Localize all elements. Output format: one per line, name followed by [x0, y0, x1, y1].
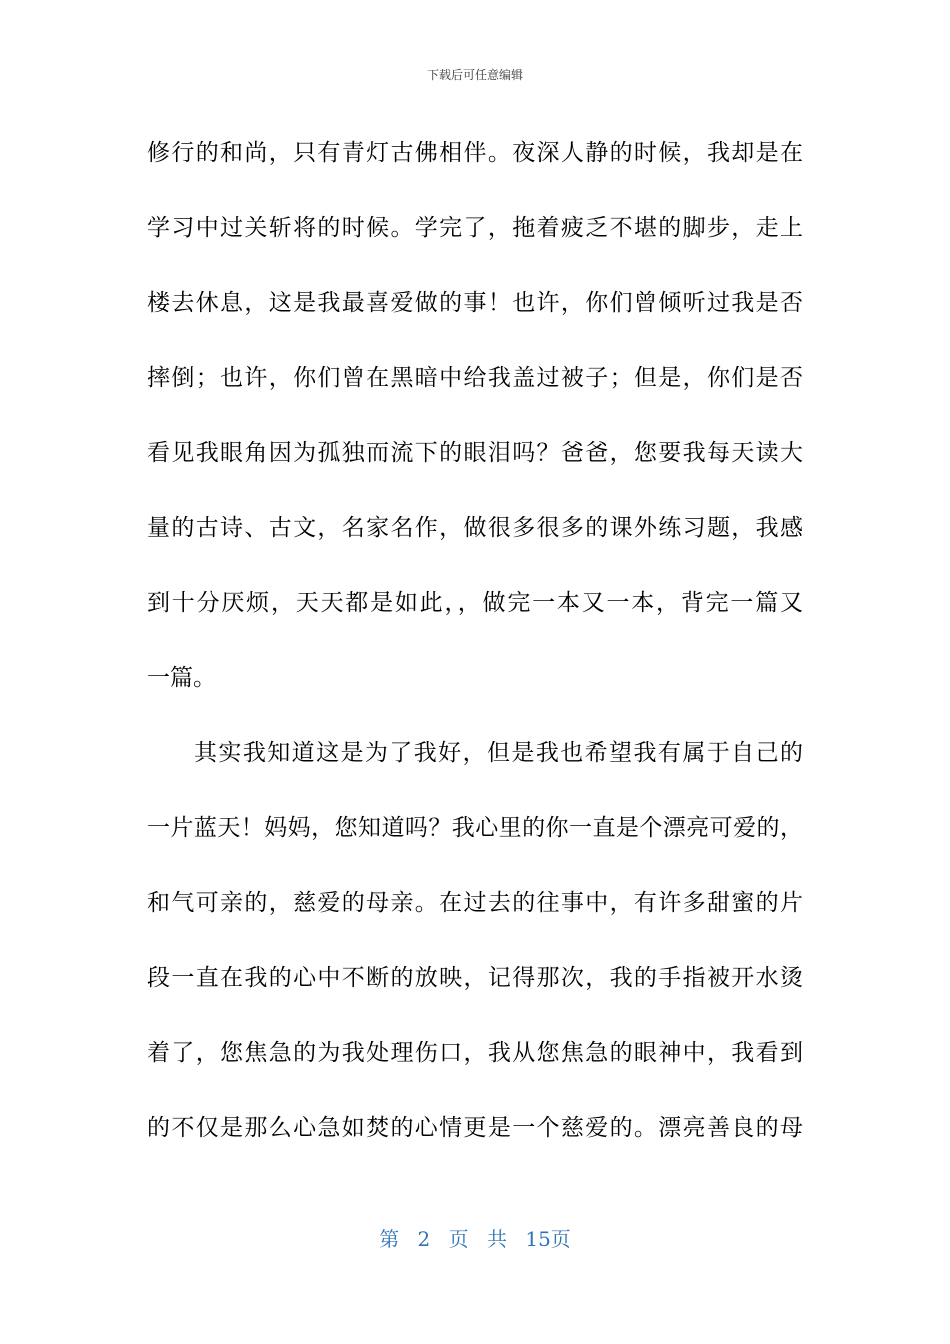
text-line-3: 楼去休息，这是我最喜爱做的事！也许，你们曾倾听过我是否	[147, 290, 803, 316]
text-line-1: 修行的和尚，只有青灯古佛相伴。夜深人静的时候，我却是在	[147, 140, 803, 166]
page-header	[0, 67, 950, 83]
text-line-14: 的不仅是那么心急如焚的心情更是一个慈爱的。漂亮善良的母	[147, 1115, 803, 1141]
text-line-12: 段一直在我的心中不断的放映，记得那次，我的手指被开水烫	[147, 965, 803, 991]
footer-label-page-unit: 页	[448, 1227, 469, 1251]
text-line-4: 摔倒；也许，你们曾在黑暗中给我盖过被子；但是，你们是否	[147, 365, 803, 391]
text-line-2: 学习中过关斩将的时候。学完了，拖着疲乏不堪的脚步，走上	[147, 215, 803, 241]
text-line-6: 量的古诗、古文，名家名作，做很多很多的课外练习题，我感	[147, 515, 803, 541]
footer-label-page: 第	[379, 1227, 400, 1251]
text-line-13: 着了，您焦急的为我处理伤口，我从您焦急的眼神中，我看到	[147, 1040, 803, 1066]
text-line-11: 和气可亲的，慈爱的母亲。在过去的往事中，有许多甜蜜的片	[147, 890, 803, 916]
footer-label-total: 共	[487, 1227, 507, 1251]
page-footer	[0, 1226, 950, 1252]
text-line-7: 到十分厌烦，天天都是如此，，做完一本又一本，背完一篇又	[147, 590, 803, 616]
footer-current-page: 2	[417, 1227, 431, 1251]
document-body	[147, 116, 803, 1166]
footer-total-pages: 15页	[525, 1227, 571, 1251]
header-text: 下载后可任意编辑	[426, 68, 523, 82]
text-line-10: 一片蓝天！妈妈，您知道吗？我心里的你一直是个漂亮可爱的，	[147, 815, 803, 841]
text-line-5: 看见我眼角因为孤独而流下的眼泪吗？爸爸，您要我每天读大	[147, 440, 803, 466]
text-line-9: 其实我知道这是为了我好，但是我也希望我有属于自己的	[194, 740, 803, 766]
text-line-8: 一篇。	[147, 665, 216, 691]
